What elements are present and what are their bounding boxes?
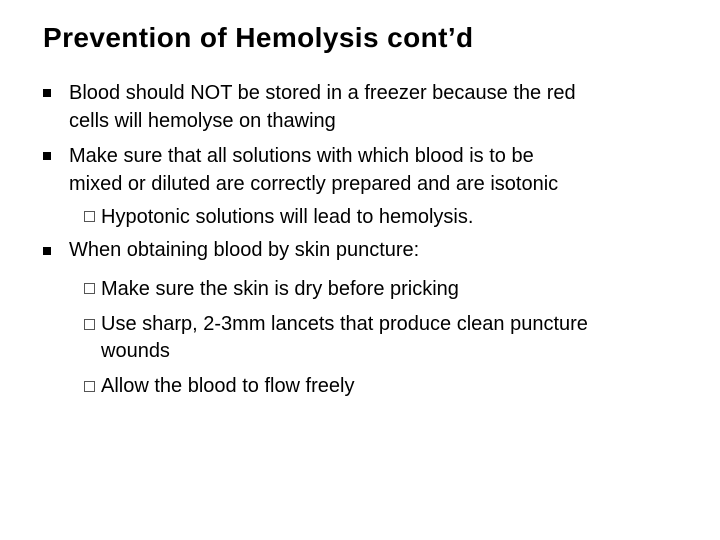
bullet-2-sub-1: Hypotonic solutions will lead to hemolysis.: [101, 206, 474, 228]
bullet-3-sub-2-line-1: Use sharp, 2-3mm lancets that produce clean puncture: [101, 313, 588, 335]
checkbox-bullet-icon: [84, 381, 95, 392]
bullet-2-line-1: Make sure that all solutions with which blood is to be: [69, 145, 534, 167]
bullet-marker: [43, 89, 51, 97]
checkbox-bullet-icon: [84, 211, 95, 222]
bullet-3-sub-1: Make sure the skin is dry before pricking: [101, 278, 459, 300]
bullet-1-line-2: cells will hemolyse on thawing: [69, 110, 336, 132]
checkbox-bullet-icon: [84, 319, 95, 330]
bullet-marker: [43, 152, 51, 160]
bullet-3-sub-3: Allow the blood to flow freely: [101, 375, 355, 397]
bullet-2-line-2: mixed or diluted are correctly prepared and are isotonic: [69, 173, 559, 195]
bullet-marker: [43, 247, 51, 255]
checkbox-bullet-icon: [84, 283, 95, 294]
slide-title: Prevention of Hemolysis cont’d: [43, 22, 474, 53]
bullet-3-line-1: When obtaining blood by skin puncture:: [69, 239, 420, 261]
bullet-3-sub-2-line-2: wounds: [101, 340, 170, 362]
bullet-1-line-1: Blood should NOT be stored in a freezer because the red: [69, 82, 576, 104]
